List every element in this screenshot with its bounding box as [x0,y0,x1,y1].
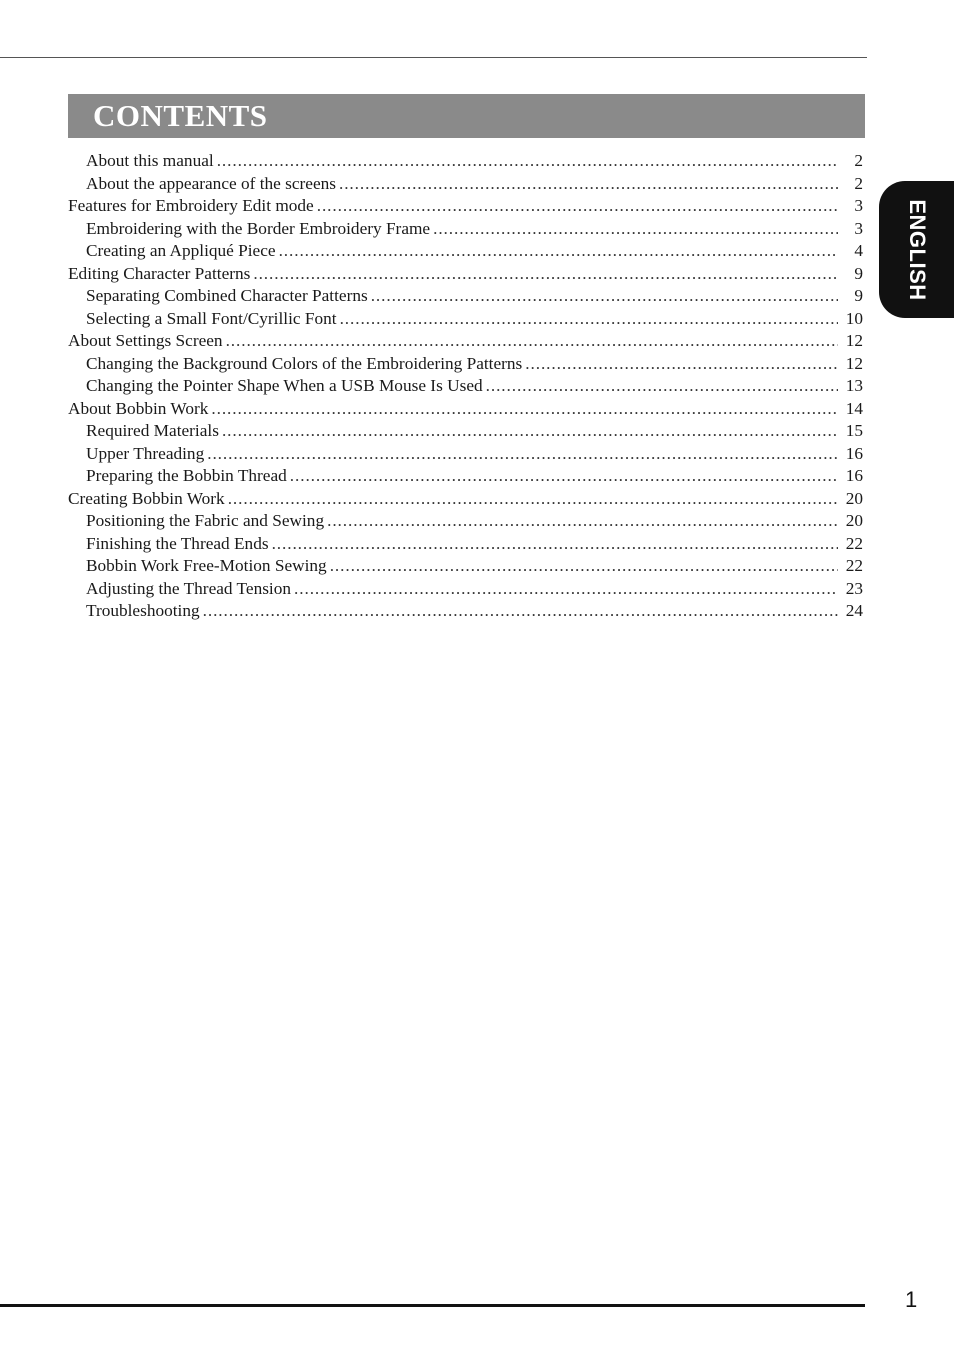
toc-entry-label: About Bobbin Work [68,398,209,418]
toc-dot-leader [228,488,838,511]
toc-page-number: 12 [845,353,863,373]
toc-subsection-entry[interactable] [68,285,863,308]
toc-dot-leader [272,533,838,556]
toc-entry-label: Creating an Appliqué Piece [86,241,276,260]
toc-entry-label: Upper Threading [86,443,205,463]
toc-section-entry[interactable] [68,488,863,511]
language-tab[interactable] [879,181,954,318]
toc-entry-label: Creating Bobbin Work [68,488,225,508]
toc-entry-label: Embroidering with the Border Embroidery Frame [86,218,431,238]
toc-subsection-entry[interactable] [68,218,863,241]
toc-dot-leader [486,375,838,398]
toc-entry-label: Changing the Background Colors of the Embroidering Patterns [86,353,523,373]
toc-entry-label: Separating Combined Character Patterns [86,286,368,305]
toc-dot-leader [371,285,838,308]
toc-dot-leader [339,173,838,196]
toc-dot-leader [525,353,838,376]
toc-page-number: 23 [845,578,863,598]
page-number: 1 [905,1287,918,1312]
toc-section-entry[interactable] [68,263,863,286]
toc-subsection-entry[interactable] [68,555,863,578]
toc-entry-label: Positioning the Fabric and Sewing [86,511,325,530]
toc-entry-label: Finishing the Thread Ends [86,533,269,553]
toc-subsection-entry[interactable] [68,533,863,556]
toc-page-number: 12 [845,331,863,350]
toc-subsection-entry[interactable] [68,150,863,173]
page-title: CONTENTS [93,98,268,133]
toc-dot-leader [203,600,838,623]
toc-page-number: 22 [845,556,863,575]
table-of-contents [68,150,863,623]
toc-page-number: 20 [845,511,863,530]
toc-entry-label: Changing the Pointer Shape When a USB Mouse Is Used [86,376,483,395]
toc-page-number: 15 [845,421,863,440]
toc-entry-label: About Settings Screen [68,331,223,350]
toc-page-number: 2 [854,173,863,193]
toc-dot-leader [433,218,838,241]
toc-subsection-entry[interactable] [68,375,863,398]
toc-dot-leader [327,510,838,533]
toc-entry-label: Selecting a Small Font/Cyrillic Font [86,308,337,328]
toc-entry-label: Editing Character Patterns [68,263,251,283]
toc-section-entry[interactable] [68,330,863,353]
toc-page-number: 16 [845,466,863,485]
toc-page-number: 24 [845,601,863,620]
toc-page-number: 16 [845,443,863,463]
toc-subsection-entry[interactable] [68,578,863,601]
toc-dot-leader [253,263,838,286]
bottom-divider [0,1304,865,1307]
toc-subsection-entry[interactable] [68,308,863,331]
toc-subsection-entry[interactable] [68,173,863,196]
toc-dot-leader [330,555,838,578]
toc-page-number: 9 [854,286,863,305]
toc-page-number: 3 [854,196,863,215]
toc-page-number: 9 [854,263,863,283]
toc-dot-leader [226,330,838,353]
toc-section-entry[interactable] [68,398,863,421]
toc-entry-label: Troubleshooting [86,601,200,620]
toc-subsection-entry[interactable] [68,443,863,466]
toc-dot-leader [211,398,838,421]
toc-entry-label: About this manual [86,151,214,170]
toc-dot-leader [222,420,838,443]
toc-page-number: 4 [854,241,863,260]
toc-subsection-entry[interactable] [68,353,863,376]
toc-subsection-entry[interactable] [68,510,863,533]
toc-entry-label: Adjusting the Thread Tension [86,578,292,598]
toc-entry-label: Preparing the Bobbin Thread [86,466,287,485]
toc-page-number: 14 [845,398,863,418]
contents-header-bar [68,94,865,138]
toc-subsection-entry[interactable] [68,465,863,488]
toc-dot-leader [294,578,838,601]
toc-entry-label: Bobbin Work Free-Motion Sewing [86,556,327,575]
toc-page-number: 3 [854,218,863,238]
toc-section-entry[interactable] [68,195,863,218]
toc-subsection-entry[interactable] [68,240,863,263]
toc-entry-label: Required Materials [86,421,219,440]
toc-subsection-entry[interactable] [68,600,863,623]
toc-entry-label: About the appearance of the screens [86,173,336,193]
top-divider [0,57,867,58]
toc-page-number: 20 [845,488,863,508]
toc-dot-leader [290,465,838,488]
toc-dot-leader [279,240,838,263]
toc-dot-leader [317,195,838,218]
toc-page-number: 22 [845,533,863,553]
toc-page-number: 2 [854,151,863,170]
toc-dot-leader [207,443,838,466]
language-tab-label: ENGLISH [904,198,930,301]
toc-dot-leader [340,308,838,331]
toc-dot-leader [217,150,838,173]
toc-entry-label: Features for Embroidery Edit mode [68,196,314,215]
toc-page-number: 13 [845,376,863,395]
toc-subsection-entry[interactable] [68,420,863,443]
toc-page-number: 10 [845,308,863,328]
